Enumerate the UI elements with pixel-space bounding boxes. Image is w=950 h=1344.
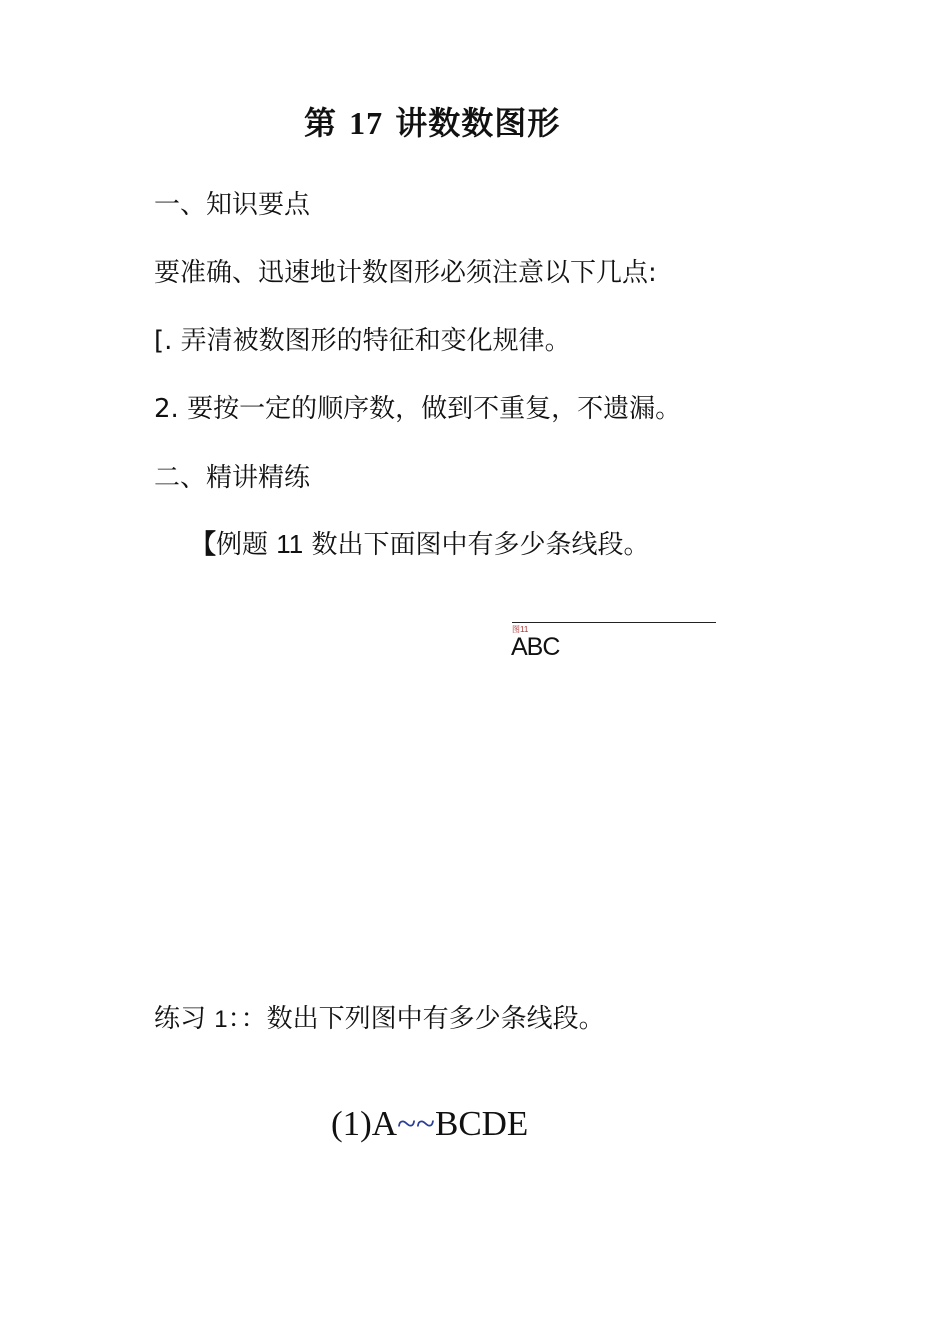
figure-line-segment [512, 622, 716, 623]
section-heading-knowledge: 一、知识要点 [154, 190, 311, 220]
example-number: 11 [276, 529, 304, 559]
title-suffix: 讲数数图形 [395, 104, 561, 142]
intro-text: 要准确、迅速地计数图形必须注意以下几点: [154, 258, 657, 288]
example-text: 数出下面图中有多少条线段。 [303, 530, 650, 560]
point-1: [. 弄清被数图形的特征和变化规律。 [154, 326, 571, 356]
example-prefix: 例题 [216, 530, 277, 560]
practice-text: ：：数出下列图中有多少条线段。 [227, 1004, 605, 1034]
figure-tag: 图11 [512, 625, 529, 634]
example-question [190, 524, 650, 561]
exercise-1-suffix: BCDE [434, 1104, 529, 1143]
practice-question [154, 998, 605, 1035]
title-prefix: 第 [304, 104, 338, 142]
exercise-1-figure [331, 1104, 528, 1144]
section-heading-practice: 二、精讲精练 [154, 463, 311, 493]
exercise-1-prefix: (1)A [331, 1104, 398, 1143]
practice-prefix: 练习 [154, 1004, 215, 1034]
page-title [304, 98, 560, 144]
practice-number: 1 [214, 1006, 228, 1033]
title-number: 17 [349, 105, 384, 141]
exercise-1-tilde: ~~ [397, 1104, 435, 1143]
point-2: 2. 要按一定的顺序数，做到不重复，不遗漏。 [154, 394, 682, 424]
figure-point-labels: ABC [511, 633, 560, 661]
example-bracket: 【 [190, 530, 217, 560]
